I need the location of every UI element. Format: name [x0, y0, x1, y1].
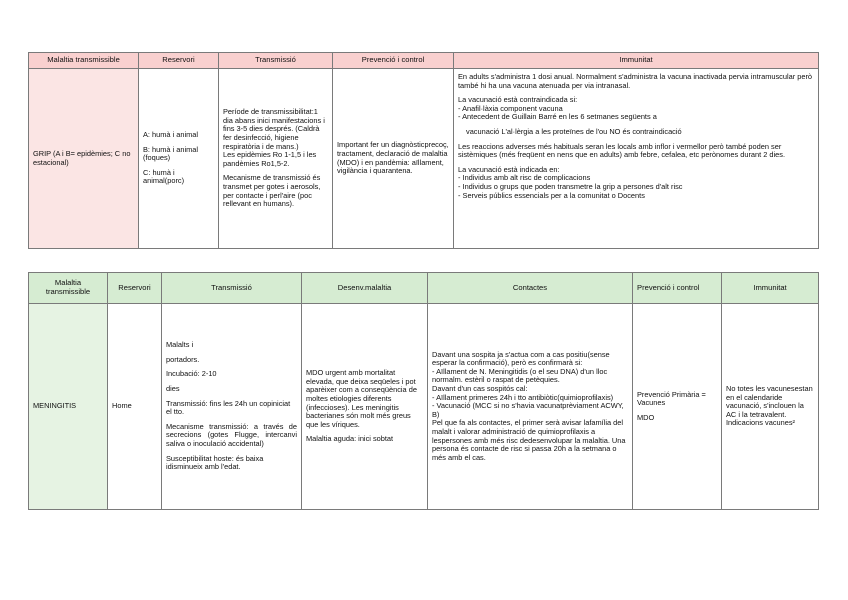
- header-disease: Malaltia transmissible: [29, 273, 108, 304]
- list-item: - Antecedent de Guillain Barré en les 6 setmanes següents a: [458, 112, 657, 122]
- transmission-line: Incubació: 2-10: [166, 369, 217, 379]
- transmission-ro: Les epidèmies Ro 1-1,5 i les pandèmies Ro1,5-2.: [223, 150, 317, 168]
- reservoir-c: C: humà i animal(porc): [143, 167, 185, 186]
- disease-name: MENINGITIS: [33, 401, 77, 411]
- table-header-row: [29, 53, 819, 69]
- header-development: Desenv.malaltia: [302, 273, 428, 304]
- disease-name: GRIP (A i B= epidèmies; C no estacional): [33, 148, 131, 167]
- table-row: [29, 69, 819, 249]
- table-row: [29, 304, 819, 510]
- header-reservoir: Reservori: [108, 273, 162, 304]
- contra-list: [458, 105, 814, 122]
- disease-cell: [29, 69, 139, 249]
- list-item: - Individus amb alt risc de complicacions: [458, 173, 591, 183]
- transmission-line: portadors.: [166, 354, 200, 364]
- list-item: - Aïllament de N. Meningitidis (o el seu DNA) d'un lloc normalm. estèril o raspat de petèquies.: [432, 366, 608, 385]
- contacts-p3: Pel que fa als contactes, el primer serà avisar lafamília del malalt i valorar administració de quimioprofilaxis a lespersones amb més risc dedesenvolupar la malaltia. Una persona és contacte de risc si passa 20h a la setmana o més amb el cas.: [432, 418, 626, 462]
- header-immunity: Immunitat: [722, 273, 819, 304]
- flu-table: [28, 52, 819, 249]
- contacts-p2: Davant d'un cas sospitós cal:: [432, 384, 528, 394]
- reservoir-a: A: humà i animal: [143, 130, 199, 140]
- immunity-reactions: Les reaccions adverses més habituals seran les locals amb inflor i vermellor però també poden ser sistèmiques (més freqüent en nens que en adults) amb febre, cefalea, etc perònomes durant 2 dies.: [458, 141, 786, 160]
- immunity-cell: [722, 304, 819, 510]
- contacts-list-2: [432, 394, 628, 420]
- header-disease: Malaltia transmissible: [29, 53, 139, 69]
- header-transmission: Transmissió: [162, 273, 302, 304]
- list-item: - Serveis públics essencials per a la comunitat o Docents: [458, 190, 645, 200]
- transmission-mechanism: Mecanisme de transmissió és transmet per gotes i aerosols, per contacte i perl'aire (poc rellevant en humans).: [223, 173, 321, 209]
- contacts-list-1: [432, 368, 628, 385]
- list-item: - Aïllament primeres 24h i tto antibiòtic(quimioprofilaxis): [432, 392, 614, 402]
- header-prevention: Prevenció i control: [633, 273, 722, 304]
- prevention-primary: Prevenció Primària = Vacunes: [637, 389, 706, 408]
- list-item: - Individus o grups que poden transmetre la grip a persones d'alt risc: [458, 181, 683, 191]
- prevention-cell: [333, 69, 454, 249]
- reservoir-text: Home: [112, 401, 132, 411]
- prevention-cell: [633, 304, 722, 510]
- contacts-cell: [428, 304, 633, 510]
- indicated-title: La vacunació està indicada en:: [458, 164, 560, 174]
- transmission-line: Malalts i: [166, 340, 194, 350]
- contacts-p1: Davant una sospita ja s'actua com a cas positiu(sense esperar la confirmació), però es confirmarà si:: [432, 349, 610, 368]
- transmission-line: Mecanisme transmissió: a través de secrecions (gotes Flugge, intercanvi saliva o inoculació accidental): [166, 421, 297, 448]
- list-item: - Anafil·làxia component vacuna: [458, 103, 563, 113]
- development-text: MDO urgent amb mortalitat elevada, que deixa seqüeles i pot aparèixer com a conseqüència de moltes etiologies diferents (infeccioses). Les meningitis bacterianes són molt més greus que les víriques.: [306, 368, 417, 429]
- table-header-row: [29, 273, 819, 304]
- contra-extra: vacunació L'al·lèrgia a les proteïnes de l'ou NO és contraindicació: [466, 126, 682, 136]
- disease-cell: [29, 304, 108, 510]
- header-transmission: Transmissió: [219, 53, 333, 69]
- prevention-mdo: MDO: [637, 412, 655, 422]
- immunity-intro: En adults s'administra 1 dosi anual. Normalment s'administra la vacuna inactivada pervia intramuscular però també hi ha una vacuna atenuada per via intranasal.: [458, 72, 813, 90]
- transmission-cell: [162, 304, 302, 510]
- development-onset: Malaltia aguda: inici sobtat: [306, 434, 394, 444]
- transmission-line: Susceptibilitat hoste: és baixa idisminueix amb l'edat.: [166, 453, 264, 472]
- reservoir-cell: [108, 304, 162, 510]
- prevention-text: Important fer un diagnòsticprecoç, tractament, declaració de malaltia (MDO) i en pandèmia: aïllament, vigilància i quarantena.: [337, 140, 449, 176]
- contra-title: La vacunació està contraindicada si:: [458, 95, 578, 105]
- transmission-line: Transmissió: fins les 24h un copiniciat el tto.: [166, 398, 291, 417]
- meningitis-table: [28, 272, 819, 510]
- header-prevention: Prevenció i control: [333, 53, 454, 69]
- list-item: - Vacunació (MCC si no s'havia vacunatprèviament ACWY, B): [432, 401, 624, 419]
- transmission-line: dies: [166, 384, 180, 394]
- header-contacts: Contactes: [428, 273, 633, 304]
- development-cell: [302, 304, 428, 510]
- immunity-cell: [454, 69, 819, 249]
- immunity-text: No totes les vacunesestan en el calendaride vacunació, s'inclouen la AC i la tetravalent. Indicacions vacunes²: [726, 384, 813, 428]
- indicated-list: [458, 174, 814, 200]
- transmission-period: Període de transmissibilitat:1 dia abans inici manifestacions i fins 3-5 dies després. (Caldrà fer desinfecció, higiene respiratòria i de mans.): [223, 107, 325, 151]
- header-immunity: Immunitat: [454, 53, 819, 69]
- header-reservoir: Reservori: [139, 53, 219, 69]
- reservoir-cell: [139, 69, 219, 249]
- reservoir-b: B: humà i animal (foques): [143, 144, 199, 163]
- transmission-cell: [219, 69, 333, 249]
